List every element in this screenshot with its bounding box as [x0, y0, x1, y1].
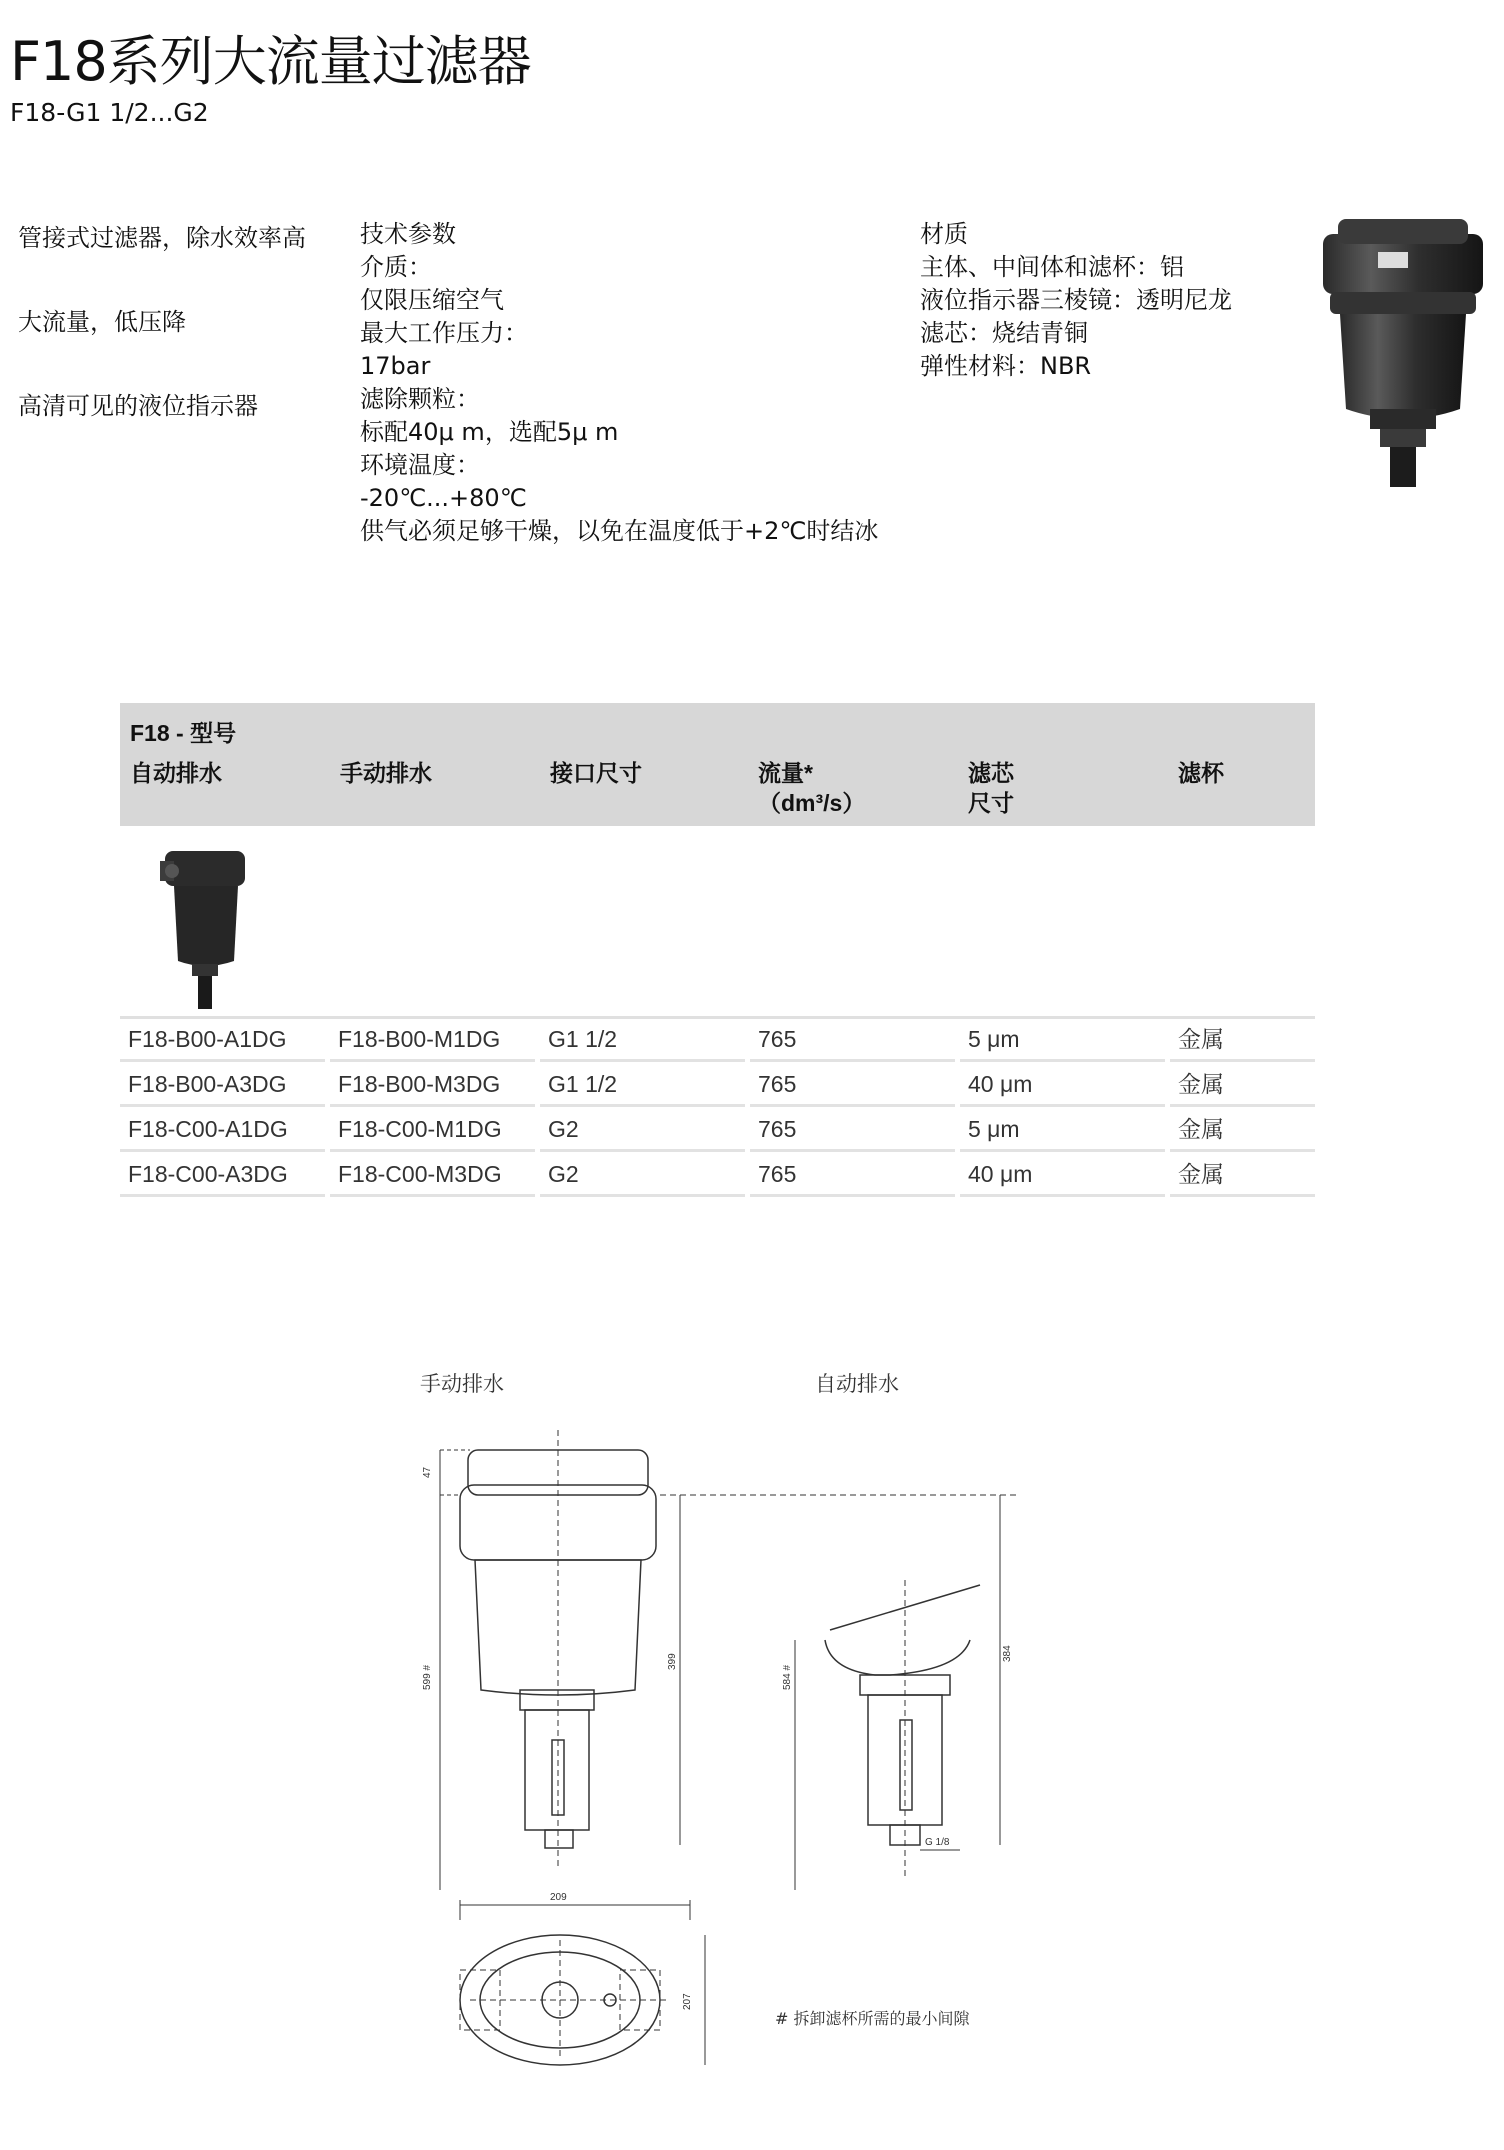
material-line: 滤芯：烧结青铜	[920, 319, 1088, 347]
header-filter	[968, 758, 1014, 818]
tech-line: 介质：	[360, 253, 432, 281]
feature-list	[18, 218, 306, 470]
cell-bowl: 金属	[1170, 1064, 1315, 1107]
footnote: # 拆卸滤杯所需的最小间隙	[775, 2009, 970, 2028]
header-bowl: 滤杯	[1178, 760, 1224, 786]
cell-filter: 5 μm	[960, 1109, 1165, 1152]
material-line: 弹性材料：NBR	[920, 352, 1092, 380]
tech-line: 17bar	[360, 352, 431, 380]
table-product-photo	[160, 846, 250, 1011]
feature-item: 高清可见的液位指示器	[18, 392, 258, 420]
dim-384: 384	[1002, 1645, 1013, 1662]
table-row	[120, 1154, 1315, 1199]
tech-line: 仅限压缩空气	[360, 286, 504, 314]
cell-bowl: 金属	[1170, 1154, 1315, 1197]
dim-599: 599 #	[422, 1664, 433, 1690]
page-subtitle: F18-G1 1/2...G2	[10, 98, 209, 127]
dim-g18: G 1/8	[925, 1837, 950, 1848]
header-manual-drain: 手动排水	[340, 760, 432, 786]
tech-line: -20℃...+80℃	[360, 484, 527, 512]
cell-flow: 765	[750, 1064, 955, 1107]
dim-207: 207	[682, 1993, 693, 2010]
cell-bowl: 金属	[1170, 1109, 1315, 1152]
material-line: 主体、中间体和滤杯：铝	[920, 253, 1184, 281]
feature-item: 大流量，低压降	[18, 308, 186, 336]
header-auto-drain: 自动排水	[130, 760, 222, 786]
header-filter-label: 滤芯	[968, 760, 1014, 786]
spec-table	[120, 703, 1315, 1199]
auto-drain-label: 自动排水	[815, 1372, 899, 1396]
cell-bowl: 金属	[1170, 1019, 1315, 1062]
cell-port: G2	[540, 1109, 745, 1152]
cell-port: G1 1/2	[540, 1019, 745, 1062]
tech-line: 供气必须足够干燥，以免在温度低于+2℃时结冰	[360, 517, 879, 545]
cell-filter: 40 μm	[960, 1064, 1165, 1107]
cell-manual: F18-B00-M3DG	[330, 1064, 535, 1107]
series-label: F18 - 型号	[130, 720, 237, 746]
material-info	[920, 218, 1232, 383]
cell-port: G2	[540, 1154, 745, 1197]
header-flow-label: 流量*	[758, 760, 813, 786]
cell-auto: F18-B00-A1DG	[120, 1019, 325, 1062]
table-header	[120, 703, 1315, 826]
cell-auto: F18-B00-A3DG	[120, 1064, 325, 1107]
tech-line: 最大工作压力：	[360, 319, 528, 347]
auto-drain-drawing	[795, 1495, 1000, 1890]
product-photo	[1318, 214, 1488, 489]
cell-auto: F18-C00-A3DG	[120, 1154, 325, 1197]
dimension-drawings	[400, 1400, 1100, 2150]
cell-flow: 765	[750, 1109, 955, 1152]
plan-view-drawing	[460, 1900, 705, 2065]
cell-manual: F18-C00-M3DG	[330, 1154, 535, 1197]
cell-flow: 765	[750, 1019, 955, 1062]
header-port-size: 接口尺寸	[550, 760, 642, 786]
dim-399: 399	[667, 1653, 678, 1670]
cell-filter: 40 μm	[960, 1154, 1165, 1197]
cell-port: G1 1/2	[540, 1064, 745, 1107]
material-line: 材质	[920, 220, 968, 248]
tech-line: 技术参数	[360, 220, 456, 248]
cell-flow: 765	[750, 1154, 955, 1197]
header-flow	[758, 758, 865, 818]
table-image-row	[120, 826, 1315, 1019]
cell-manual: F18-B00-M1DG	[330, 1019, 535, 1062]
header-flow-unit: （dm³/s）	[758, 790, 866, 816]
dim-209: 209	[550, 1892, 567, 1903]
table-row	[120, 1019, 1315, 1064]
cell-filter: 5 μm	[960, 1019, 1165, 1062]
tech-line: 环境温度：	[360, 451, 480, 479]
tech-line: 标配40μ m，选配5μ m	[360, 418, 619, 446]
manual-drain-label: 手动排水	[420, 1372, 504, 1396]
tech-params	[360, 218, 878, 548]
cell-manual: F18-C00-M1DG	[330, 1109, 535, 1152]
header-filter-size: 尺寸	[968, 790, 1014, 816]
cell-auto: F18-C00-A1DG	[120, 1109, 325, 1152]
material-line: 液位指示器三棱镜：透明尼龙	[920, 286, 1232, 314]
tech-line: 滤除颗粒：	[360, 385, 480, 413]
page-title: F18系列大流量过滤器	[10, 30, 531, 93]
feature-item: 管接式过滤器，除水效率高	[18, 224, 306, 252]
table-row	[120, 1064, 1315, 1109]
table-row	[120, 1109, 1315, 1154]
manual-drain-drawing	[440, 1430, 1020, 1890]
dim-584: 584 #	[782, 1664, 793, 1690]
dim-47: 47	[422, 1466, 433, 1478]
